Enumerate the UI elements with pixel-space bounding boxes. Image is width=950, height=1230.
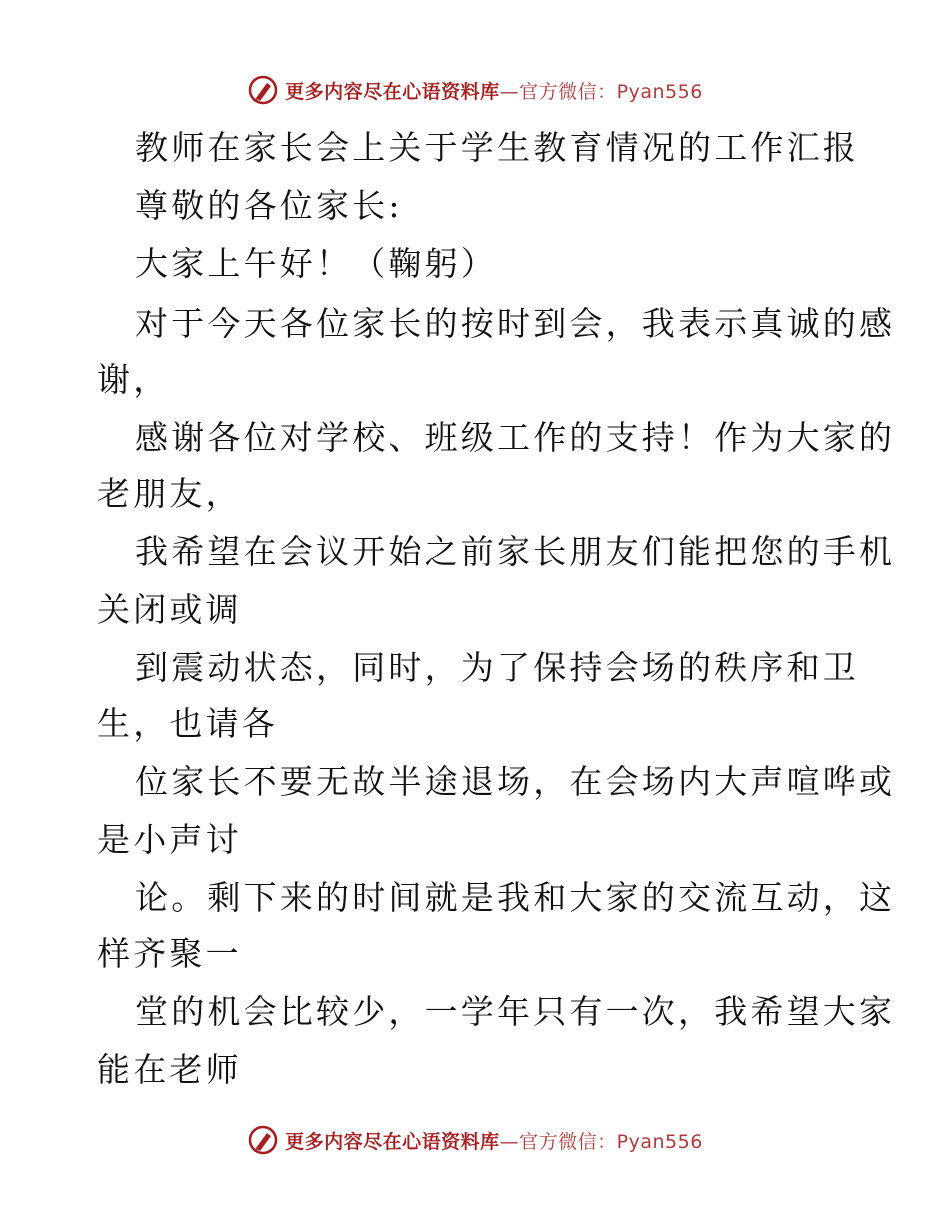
doc-line: 样齐聚一: [97, 934, 242, 973]
doc-line: 位家长不要无故半途退场，在会场内大声喧哗或: [135, 762, 896, 801]
doc-line: 我希望在会议开始之前家长朋友们能把您的手机: [135, 532, 896, 571]
doc-line: 能在老师: [97, 1050, 242, 1089]
doc-line: 对于今天各位家长的按时到会，我表示真诚的感: [135, 304, 896, 343]
footer-wechat-text: —官方微信：Pyan556: [499, 1130, 703, 1153]
doc-line: 大家上午好！（鞠躬）: [135, 244, 497, 283]
pen-logo-icon: [247, 1124, 279, 1156]
footer-banner: [0, 1120, 950, 1160]
doc-line: 感谢各位对学校、班级工作的支持！作为大家的: [135, 418, 896, 457]
doc-line: 尊敬的各位家长:: [135, 186, 403, 225]
doc-line: 老朋友，: [97, 474, 242, 513]
header-banner-text: 更多内容尽在心语资料库—官方微信：Pyan556: [285, 80, 703, 103]
doc-line: 是小声讨: [97, 820, 242, 859]
doc-title: 教师在家长会上关于学生教育情况的工作汇报: [135, 128, 859, 167]
doc-line: 堂的机会比较少，一学年只有一次，我希望大家: [135, 992, 896, 1031]
doc-line: 生，也请各: [97, 704, 278, 743]
header-banner: [0, 70, 950, 110]
header-wechat-text: —官方微信：Pyan556: [499, 80, 703, 103]
doc-line: 谢，: [97, 360, 170, 399]
doc-line: 到震动状态，同时，为了保持会场的秩序和卫: [135, 648, 859, 687]
doc-line: 论。剩下来的时间就是我和大家的交流互动，这: [135, 878, 896, 917]
footer-banner-text: 更多内容尽在心语资料库—官方微信：Pyan556: [285, 1130, 703, 1153]
pen-logo-icon: [247, 74, 279, 106]
doc-line: 关闭或调: [97, 590, 242, 629]
